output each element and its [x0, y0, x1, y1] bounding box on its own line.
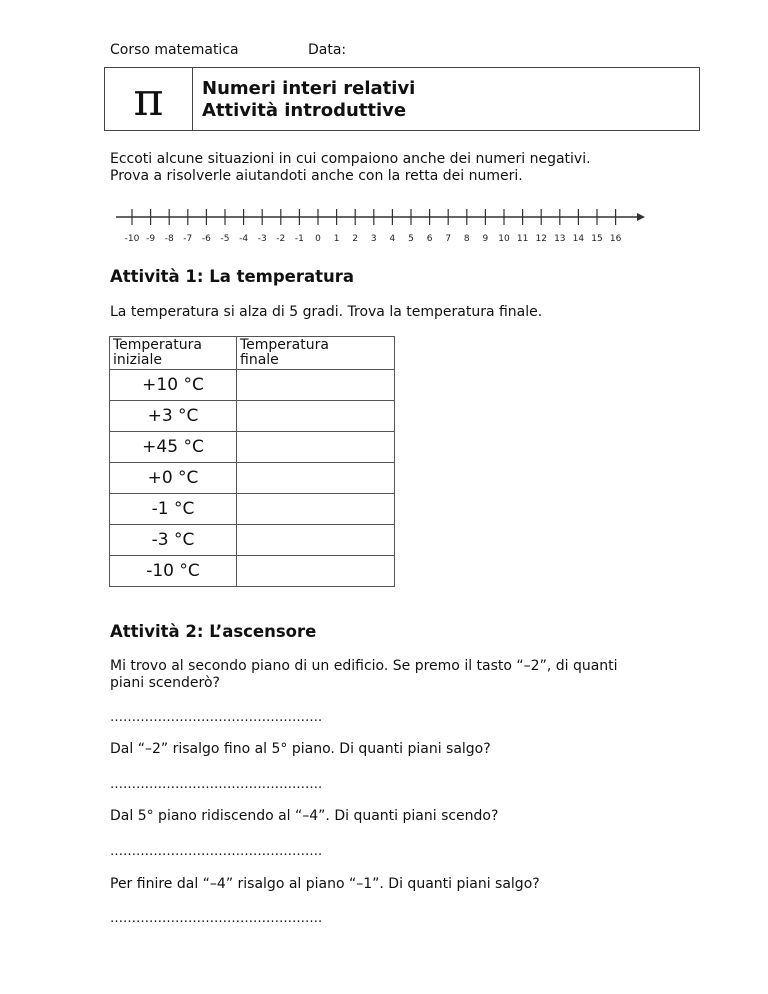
- activity1-instruction: La temperatura si alza di 5 gradi. Trova la temperatura finale.: [110, 304, 543, 320]
- final-temperature-cell[interactable]: [237, 463, 395, 494]
- question-1-line1: Mi trovo al secondo piano di un edificio. Se premo il tasto “–2”, di quanti: [110, 658, 618, 674]
- arrow-right-icon: [637, 213, 645, 221]
- table-row: [110, 525, 395, 556]
- number-line-label: 6: [426, 234, 433, 244]
- question-4: Per finire dal “–4” risalgo al piano “–1”. Di quanti piani salgo?: [110, 876, 540, 892]
- initial-temperature: -3 °C: [110, 525, 237, 556]
- number-line-label: -8: [164, 234, 174, 244]
- number-line-label: -6: [201, 234, 211, 244]
- answer-line-1[interactable]: ………………………………………….: [110, 710, 323, 725]
- number-line-label: 11: [516, 234, 529, 244]
- pi-icon: π: [133, 72, 164, 126]
- question-2: Dal “–2” risalgo fino al 5° piano. Di quanti piani salgo?: [110, 741, 491, 757]
- number-line-label: 2: [352, 234, 359, 244]
- course-name: Corso matematica: [110, 42, 239, 58]
- number-line-label: -2: [276, 234, 286, 244]
- column-header-final-line1: Temperatura: [240, 337, 329, 353]
- initial-temperature: +3 °C: [110, 401, 237, 432]
- table-row: [110, 432, 395, 463]
- title-line-2: Attività introduttive: [202, 100, 407, 121]
- answer-line-4[interactable]: ………………………………………….: [110, 911, 323, 926]
- number-line-label: -4: [239, 234, 249, 244]
- number-line-label: -5: [220, 234, 230, 244]
- title-line-1: Numeri interi relativi: [202, 78, 416, 99]
- number-line-label: -9: [146, 234, 156, 244]
- number-line-label: 8: [463, 234, 470, 244]
- table-row: [110, 370, 395, 401]
- question-3: Dal 5° piano ridiscendo al “–4”. Di quanti piani scendo?: [110, 808, 499, 824]
- title-box: [104, 67, 700, 131]
- column-header-final-line2: finale: [240, 352, 279, 368]
- final-temperature-cell[interactable]: [237, 432, 395, 463]
- number-line-label: -3: [257, 234, 267, 244]
- number-line-label: 10: [498, 234, 510, 244]
- initial-temperature: +10 °C: [110, 370, 237, 401]
- number-line-label: -7: [183, 234, 193, 244]
- column-header-initial-line2: iniziale: [113, 352, 162, 368]
- column-header-final: [237, 337, 395, 370]
- activity1-heading: Attività 1: La temperatura: [110, 267, 355, 286]
- table-row: [110, 556, 395, 587]
- number-line-label: 9: [482, 234, 489, 244]
- number-line-label: 12: [535, 234, 547, 244]
- activity2-heading: Attività 2: L’ascensore: [110, 622, 317, 641]
- final-temperature-cell[interactable]: [237, 401, 395, 432]
- date-label: Data:: [308, 42, 347, 58]
- initial-temperature: -1 °C: [110, 494, 237, 525]
- table-row: [110, 494, 395, 525]
- number-line-label: 3: [370, 234, 377, 244]
- initial-temperature: -10 °C: [110, 556, 237, 587]
- intro-text: [110, 151, 591, 185]
- final-temperature-cell[interactable]: [237, 525, 395, 556]
- final-temperature-cell[interactable]: [237, 494, 395, 525]
- table-row: [110, 401, 395, 432]
- number-line: [110, 205, 650, 247]
- number-line-label: 5: [408, 234, 414, 244]
- final-temperature-cell[interactable]: [237, 370, 395, 401]
- number-line-label: -10: [124, 234, 140, 244]
- question-1: [110, 658, 618, 692]
- column-header-initial: [110, 337, 237, 370]
- number-line-label: 14: [572, 234, 585, 244]
- temperature-table: [109, 336, 395, 587]
- table-row: [110, 463, 395, 494]
- intro-line-1: Eccoti alcune situazioni in cui compaiono anche dei numeri negativi.: [110, 151, 591, 167]
- column-header-initial-line1: Temperatura: [113, 337, 202, 353]
- number-line-label: 15: [591, 234, 603, 244]
- initial-temperature: +0 °C: [110, 463, 237, 494]
- number-line-label: 1: [333, 234, 340, 244]
- final-temperature-cell[interactable]: [237, 556, 395, 587]
- pi-symbol-cell: [105, 68, 193, 130]
- table-header-row: [110, 337, 395, 370]
- initial-temperature: +45 °C: [110, 432, 237, 463]
- answer-line-2[interactable]: ………………………………………….: [110, 777, 323, 792]
- question-1-line2: piani scenderò?: [110, 675, 220, 691]
- number-line-label: 4: [389, 234, 396, 244]
- number-line-label: 7: [445, 234, 452, 244]
- title-text: [193, 68, 415, 130]
- number-line-label: 0: [315, 234, 321, 244]
- number-line-label: 16: [609, 234, 622, 244]
- intro-line-2: Prova a risolverle aiutandoti anche con la retta dei numeri.: [110, 168, 523, 184]
- number-line-label: 13: [554, 234, 566, 244]
- answer-line-3[interactable]: ………………………………………….: [110, 844, 323, 859]
- number-line-label: -1: [294, 234, 304, 244]
